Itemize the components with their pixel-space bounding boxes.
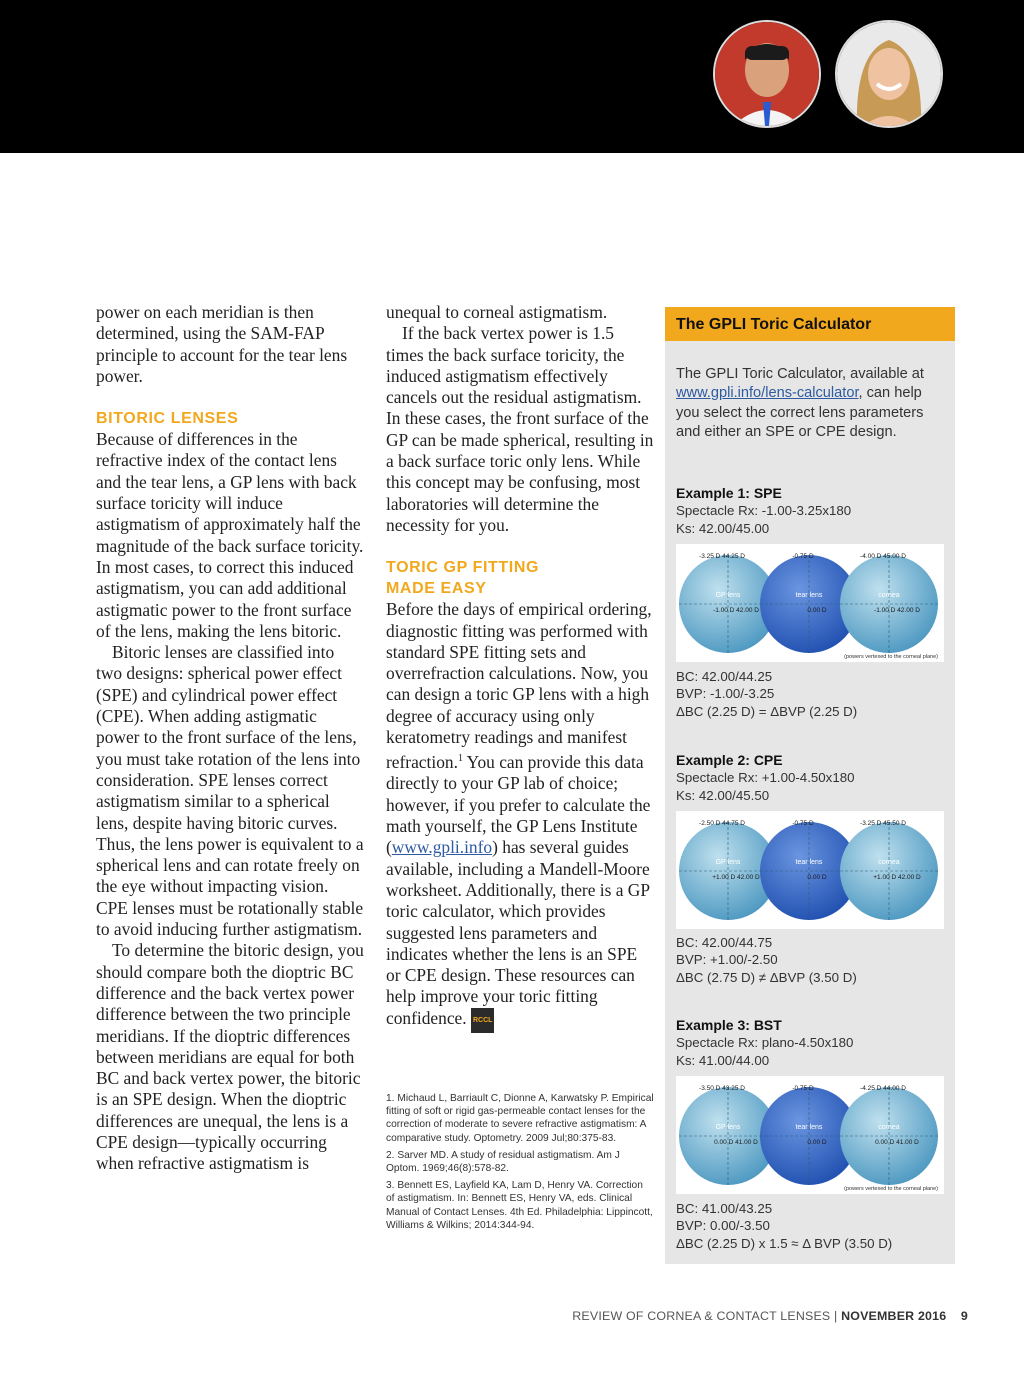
power-label: 0.00 D 41.00 D	[714, 1139, 758, 1146]
example-2-results	[676, 934, 948, 986]
author-photo-1	[713, 20, 821, 128]
author-photo-2	[835, 20, 943, 128]
example-1-header	[676, 485, 948, 537]
cornea-sphere	[840, 1087, 938, 1185]
example-title: Example 1: SPE	[676, 485, 782, 501]
paragraph-text: ) has several guides available, including a Mandell-Moore worksheet. Additionally, there is a GP toric calculator, which provides suggested lens parameters and indicates whether the lens is an SPE or CPE design. These resources can help improve your toric fitting confidence.	[386, 837, 650, 1028]
sidebar-box	[665, 307, 955, 1264]
references	[386, 1092, 654, 1236]
example-3-results	[676, 1200, 948, 1252]
example-ks: Ks: 42.00/45.00	[676, 520, 770, 536]
reference-item: 2. Sarver MD. A study of residual astigmatism. Am J Optom. 1969;46(8):578-82.	[386, 1149, 620, 1175]
power-label: -1.00 D 42.00 D	[713, 607, 759, 614]
sphere-name: cornea	[878, 592, 900, 599]
diagram-note: (powers vertexed to the corneal plane)	[844, 1186, 938, 1192]
power-label: -3.25 D 44.25 D	[699, 553, 745, 560]
power-label: -4.00 D 45.00 D	[860, 553, 906, 560]
calculator-link[interactable]: www.gpli.info/lens-calculator	[676, 385, 859, 402]
example-bvp: BVP: +1.00/-2.50	[676, 952, 778, 968]
issue-date: NOVEMBER 2016	[841, 1309, 947, 1323]
page-number: 9	[960, 1309, 968, 1323]
gpli-link[interactable]: www.gpli.info	[391, 837, 493, 858]
sidebar-title: The GPLI Toric Calculator	[665, 307, 955, 341]
example-2-header	[676, 752, 948, 804]
citation-superscript: 1	[457, 753, 463, 765]
example-bc: BC: 41.00/43.25	[676, 1201, 773, 1216]
example-bvp: BVP: -1.00/-3.25	[676, 686, 775, 702]
power-label: 0.00 D	[807, 1139, 827, 1146]
paragraph: unequal to corneal astigmatism.	[386, 302, 608, 322]
example-rx: Spectacle Rx: +1.00-4.50x180	[676, 770, 855, 786]
end-mark-logo: RCCL	[471, 1008, 494, 1033]
power-label: +1.00 D 42.00 D	[712, 874, 760, 881]
example-3-diagram	[676, 1076, 944, 1194]
sidebar-intro	[676, 365, 948, 442]
section-heading-toric: TORIC GP FITTING	[386, 559, 540, 577]
example-1-results	[676, 668, 948, 720]
power-label: -2.50 D 44.75 D	[699, 820, 745, 827]
cornea-sphere	[840, 555, 938, 653]
example-bc: BC: 42.00/44.75	[676, 935, 773, 950]
example-title: Example 2: CPE	[676, 752, 783, 768]
example-relation: ΔBC (2.25 D) x 1.5 ≈ Δ BVP (3.50 D)	[676, 1235, 893, 1251]
paragraph: If the back vertex power is 1.5 times the back surface toricity, the induced astigmatism effectively cancels out the residual astigmatism. In these cases, the front surface of the GP can be made spherical, resulting in a back surface toric only lens. While this concept may be confusing, most laboratories will determine the necessity for you.	[386, 323, 654, 535]
power-label: -3.25 D 45.50 D	[860, 820, 906, 827]
paragraph: power on each meridian is then determined, using the SAM-FAP principle to account for the tear lens power.	[96, 302, 348, 386]
example-bc: BC: 42.00/44.25	[676, 669, 773, 684]
sphere-name: cornea	[878, 1124, 900, 1131]
section-heading-toric-line2: MADE EASY	[386, 580, 487, 598]
journal-name: REVIEW OF CORNEA & CONTACT LENSES |	[572, 1309, 842, 1323]
sphere-name: GP lens	[715, 859, 741, 866]
example-ks: Ks: 42.00/45.50	[676, 787, 770, 803]
example-rx: Spectacle Rx: plano-4.50x180	[676, 1035, 854, 1051]
intro-text: The GPLI Toric Calculator, available at	[676, 366, 924, 382]
example-2-diagram	[676, 811, 944, 929]
power-label: -1.00 D 42.00 D	[874, 607, 920, 614]
reference-item: 1. Michaud L, Barriault C, Dionne A, Karwatsky P. Empirical fitting of soft or rigid gas-permeable contact lenses for the correction of moderate to severe refractive astigmatism: A comparative study. Optometry. 2009 Jul;80:375-83.	[386, 1093, 654, 1144]
paragraph-text: You can provide this data directly to your GP lab of choice; however, if you prefer to calculate the math yourself, the GP Lens Institute (	[386, 752, 651, 858]
example-1-diagram	[676, 544, 944, 662]
power-label: -4.25 D 44.00 D	[860, 1085, 906, 1092]
sphere-name: GP lens	[715, 1124, 741, 1131]
power-label: 0.00 D	[807, 607, 827, 614]
section-heading-bitoric: BITORIC LENSES	[96, 410, 239, 428]
article-column-1	[96, 302, 364, 1175]
example-title: Example 3: BST	[676, 1017, 782, 1033]
paragraph: Bitoric lenses are classified into two designs: spherical power effect (SPE) and cylindrical power effect (CPE). When adding astigmatic power to the front surface of the lens, you must take rotation of the lens into consideration. SPE lenses correct astigmatism similar to a spherical lens, despite having bitoric curves. Thus, the lens power is equivalent to a spherical lens and can rotate freely on the eye without impacting vision. CPE lenses must be rotationally stable to avoid inducing further astigmatism.	[96, 642, 364, 940]
example-ks: Ks: 41.00/44.00	[676, 1052, 770, 1068]
sphere-name: GP lens	[715, 592, 741, 599]
diagram-note: (powers vertexed to the corneal plane)	[844, 654, 938, 660]
sphere-name: tear lens	[795, 1124, 823, 1131]
power-label: -0.75 D	[792, 553, 814, 560]
paragraph: Because of differences in the refractive index of the contact lens and the tear lens, a GP lens with back surface toricity will induce astigmatism of approximately half the magnitude of the back surface toricity. In most cases, to correct this induced astigmatism, you can add additional astigmatic power to the front surface of the lens, making the lens bitoric.	[96, 429, 364, 641]
paragraph: To determine the bitoric design, you should compare both the dioptric BC difference and the back vertex power difference between the two principle meridians. If the dioptric differences between meridians are equal for both BC and back vertex power, the bitoric is an SPE design. When the dioptric differences are unequal, the lens is a CPE design—typically occurring when refractive astigmatism is	[96, 940, 364, 1174]
sphere-name: cornea	[878, 859, 900, 866]
example-relation: ΔBC (2.75 D) ≠ ΔBVP (3.50 D)	[676, 969, 857, 985]
sphere-name: tear lens	[795, 592, 823, 599]
article-column-2	[386, 302, 654, 1033]
power-label: +1.00 D 42.00 D	[873, 874, 921, 881]
example-relation: ΔBC (2.25 D) = ΔBVP (2.25 D)	[676, 703, 858, 719]
sphere-name: tear lens	[795, 859, 823, 866]
power-label: -0.75 D	[792, 820, 814, 827]
power-label: -3.50 D 43.25 D	[699, 1085, 745, 1092]
paragraph	[386, 599, 654, 1033]
reference-item: 3. Bennett ES, Layfield KA, Lam D, Henry VA. Correction of astigmatism. In: Bennett ES, Henry VA, eds. Clinical Manual of Contact Lenses. 4th Ed. Philadelphia: Lippincott, Williams & Wilkins; 2014:344-94.	[386, 1180, 653, 1231]
example-bvp: BVP: 0.00/-3.50	[676, 1218, 770, 1234]
power-label: 0.00 D 41.00 D	[875, 1139, 919, 1146]
example-rx: Spectacle Rx: -1.00-3.25x180	[676, 503, 852, 519]
example-3-header	[676, 1017, 948, 1069]
power-label: 0.00 D	[807, 874, 827, 881]
intro-text: , can help you select the correct lens parameters and either an SPE or CPE design.	[676, 385, 924, 440]
paragraph-text: Before the days of empirical ordering, diagnostic fitting was performed with standard SPE fitting sets and overrefraction calculations. Now, you can design a toric GP lens with a high degree of accuracy using only keratometry readings and manifest refraction.	[386, 599, 652, 773]
header-band	[0, 0, 1024, 153]
cornea-sphere	[840, 822, 938, 920]
power-label: -0.75 D	[792, 1085, 814, 1092]
page-footer	[572, 1309, 968, 1323]
